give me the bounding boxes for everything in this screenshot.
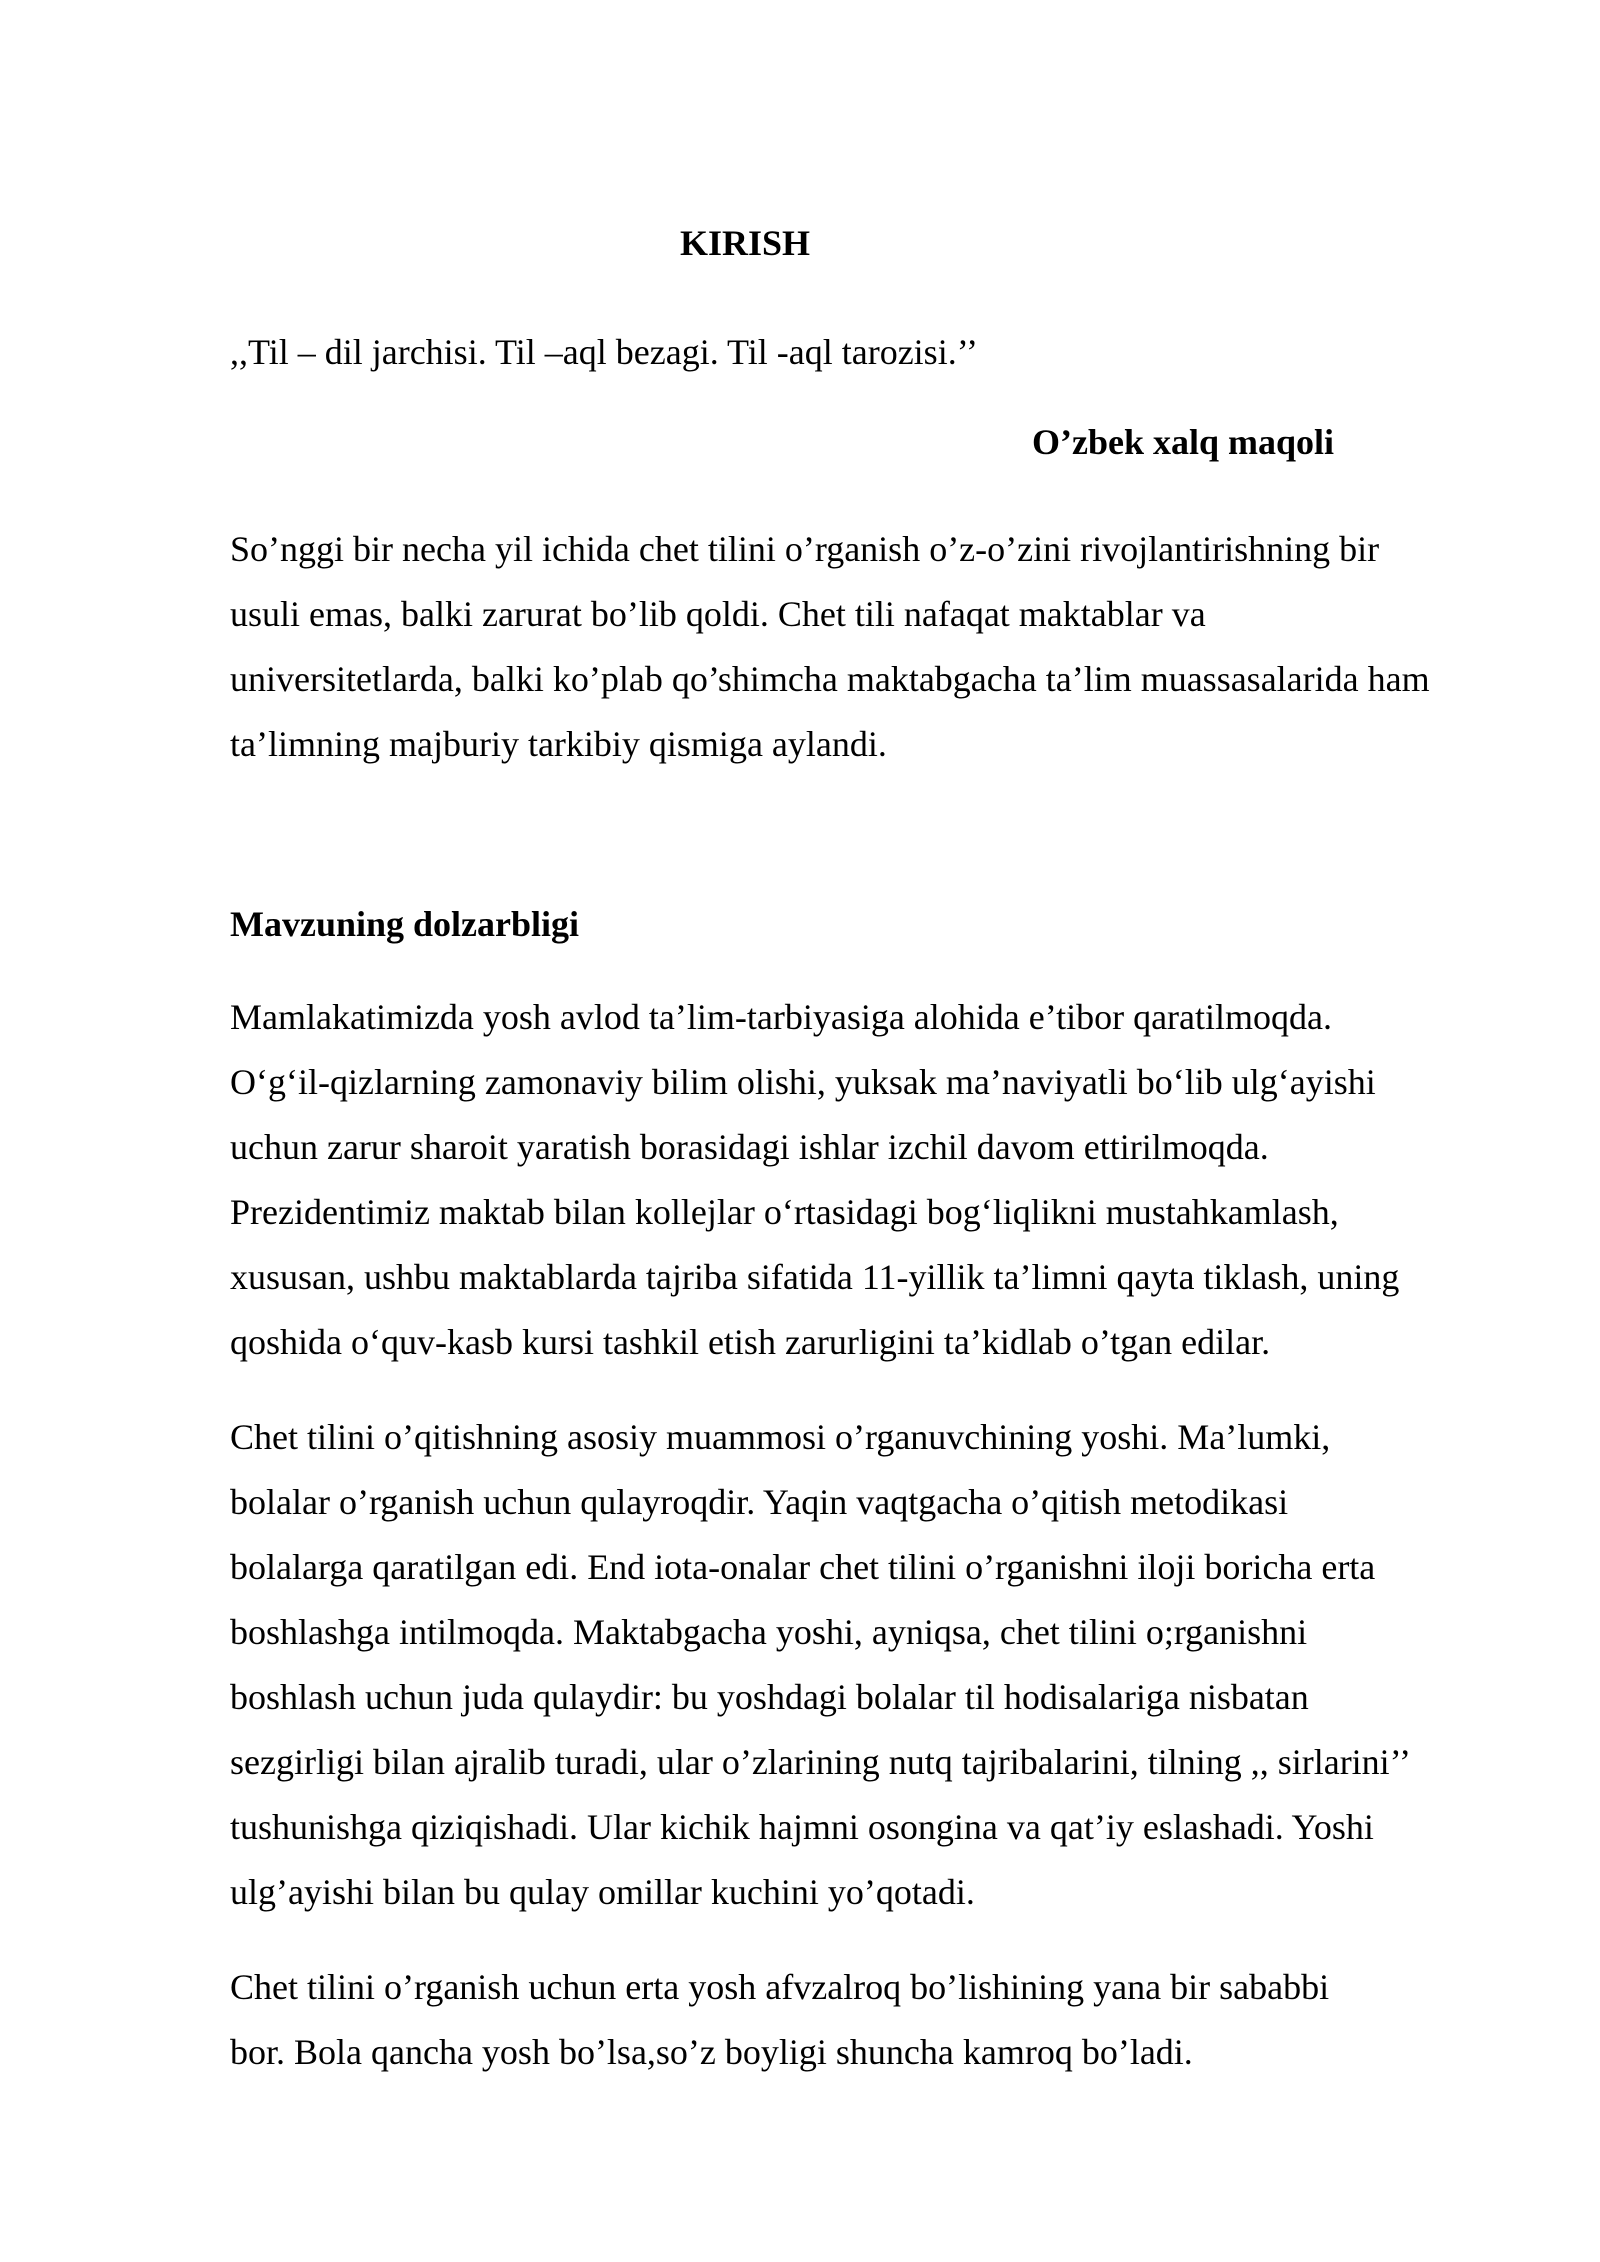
intro-paragraph: So’nggi bir necha yil ichida chet tilini o’rganish o’z-o’zini rivojlantirishning bir usuli emas, balki zarurat bo’lib qoldi. Chet tili nafaqat maktablar va universitetlarda, balki ko’plab qo’shimcha maktabgacha ta’lim muassasalarida ham ta’limning majburiy tarkibiy qismiga aylandi.: [230, 529, 1430, 764]
body-paragraph-3: Chet tilini o’rganish uchun erta yosh afvzalroq bo’lishining yana bir sababbi bor. Bola qancha yosh bo’lsa,so’z boyligi shuncha kamroq bo’ladi.: [230, 1967, 1330, 2072]
epigraph-quote: ,,Til – dil jarchisi. Til –aql bezagi. Til -aql tarozisi.’’: [230, 332, 979, 372]
body-paragraph-2: Chet tilini o’qitishning asosiy muammosi o’rganuvchining yoshi. Ma’lumki, bolalar o’rganish uchun qulayroqdir. Yaqin vaqtgacha o’qitish metodikasi bolalarga qaratilgan edi. End iota-onalar chet tilini o’rganishni iloji boricha erta boshlashga intilmoqda. Maktabgacha yoshi, ayniqsa, chet tilini o;rganishni boshlash uchun juda qulaydir: bu yoshdagi bolalar til hodisalariga nisbatan sezgirligi bilan ajralib turadi, ular o’zlarining nutq tajribalarini, tilning ,, sirlarini’’ tushunishga qiziqishadi. Ular kichik hajmni osongina va qat’iy eslashadi. Yoshi ulg’ayishi bilan bu qulay omillar kuchini yo’qotadi.: [230, 1417, 1411, 1912]
page-title: KIRISH: [679, 223, 811, 263]
body-paragraph-1: Mamlakatimizda yosh avlod ta’lim-tarbiyasiga alohida e’tibor qaratilmoqda. O‘g‘il-qizlarning zamonaviy bilim olishi, yuksak ma’naviyatli bo‘lib ulg‘ayishi uchun zarur sharoit yaratish borasidagi ishlar izchil davom ettirilmoqda. Prezidentimiz maktab bilan kollejlar o‘rtasidagi bog‘liqlikni mustahkamlash, xususan, ushbu maktablarda tajriba sifatida 11-yillik ta’limni qayta tiklash, uning qoshida o‘quv-kasb kursi tashkil etish zarurligini ta’kidlab o’tgan edilar.: [230, 997, 1400, 1362]
section-heading: Mavzuning dolzarbligi: [230, 904, 580, 944]
epigraph-source: O’zbek xalq maqoli: [1032, 422, 1335, 462]
